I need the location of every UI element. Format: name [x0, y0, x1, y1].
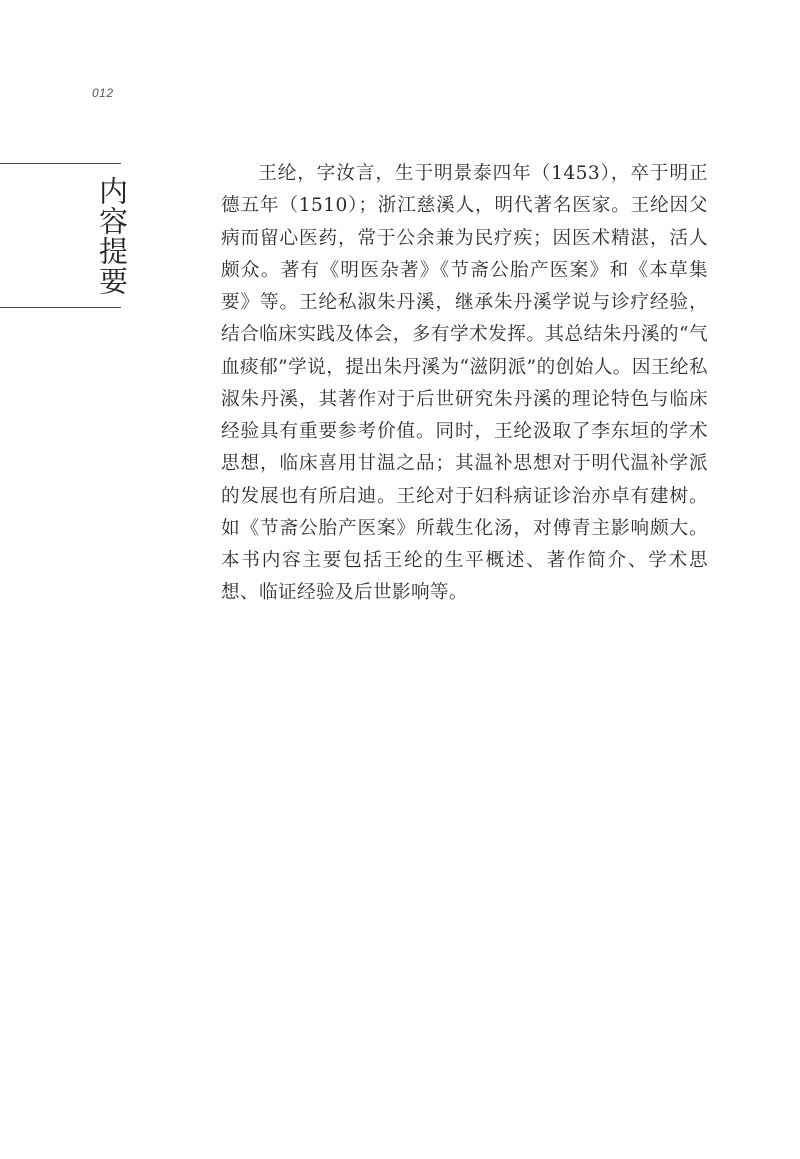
title-top-rule [0, 163, 121, 164]
title-bottom-rule [0, 307, 121, 308]
section-title: 内容提要 [95, 176, 129, 296]
summary-body [221, 158, 708, 610]
summary-paragraph: 王纶，字汝言，生于明景泰四年（1453），卒于明正德五年（1510）；浙江慈溪人，明代著名医家。王纶因父病而留心医药，常于公余兼为民疗疾；因医术精湛，活人颇众。著有《明医杂著》《节斋公胎产医案》和《本草集要》等。王纶私淑朱丹溪，继承朱丹溪学说与诊疗经验，结合临床实践及体会，多有学术发挥。其总结朱丹溪的“气血痰郁”学说，提出朱丹溪为“滋阴派”的创始人。因王纶私淑朱丹溪，其著作对于后世研究朱丹溪的理论特色与临床经验具有重要参考价值。同时，王纶汲取了李东垣的学术思想，临床喜用甘温之品；其温补思想对于明代温补学派的发展也有所启迪。王纶对于妇科病证诊治亦卓有建树。如《节斋公胎产医案》所载生化汤，对傅青主影响颇大。本书内容主要包括王纶的生平概述、著作简介、学术思想、临证经验及后世影响等。 [221, 163, 708, 604]
page-number: 012 [92, 86, 114, 100]
